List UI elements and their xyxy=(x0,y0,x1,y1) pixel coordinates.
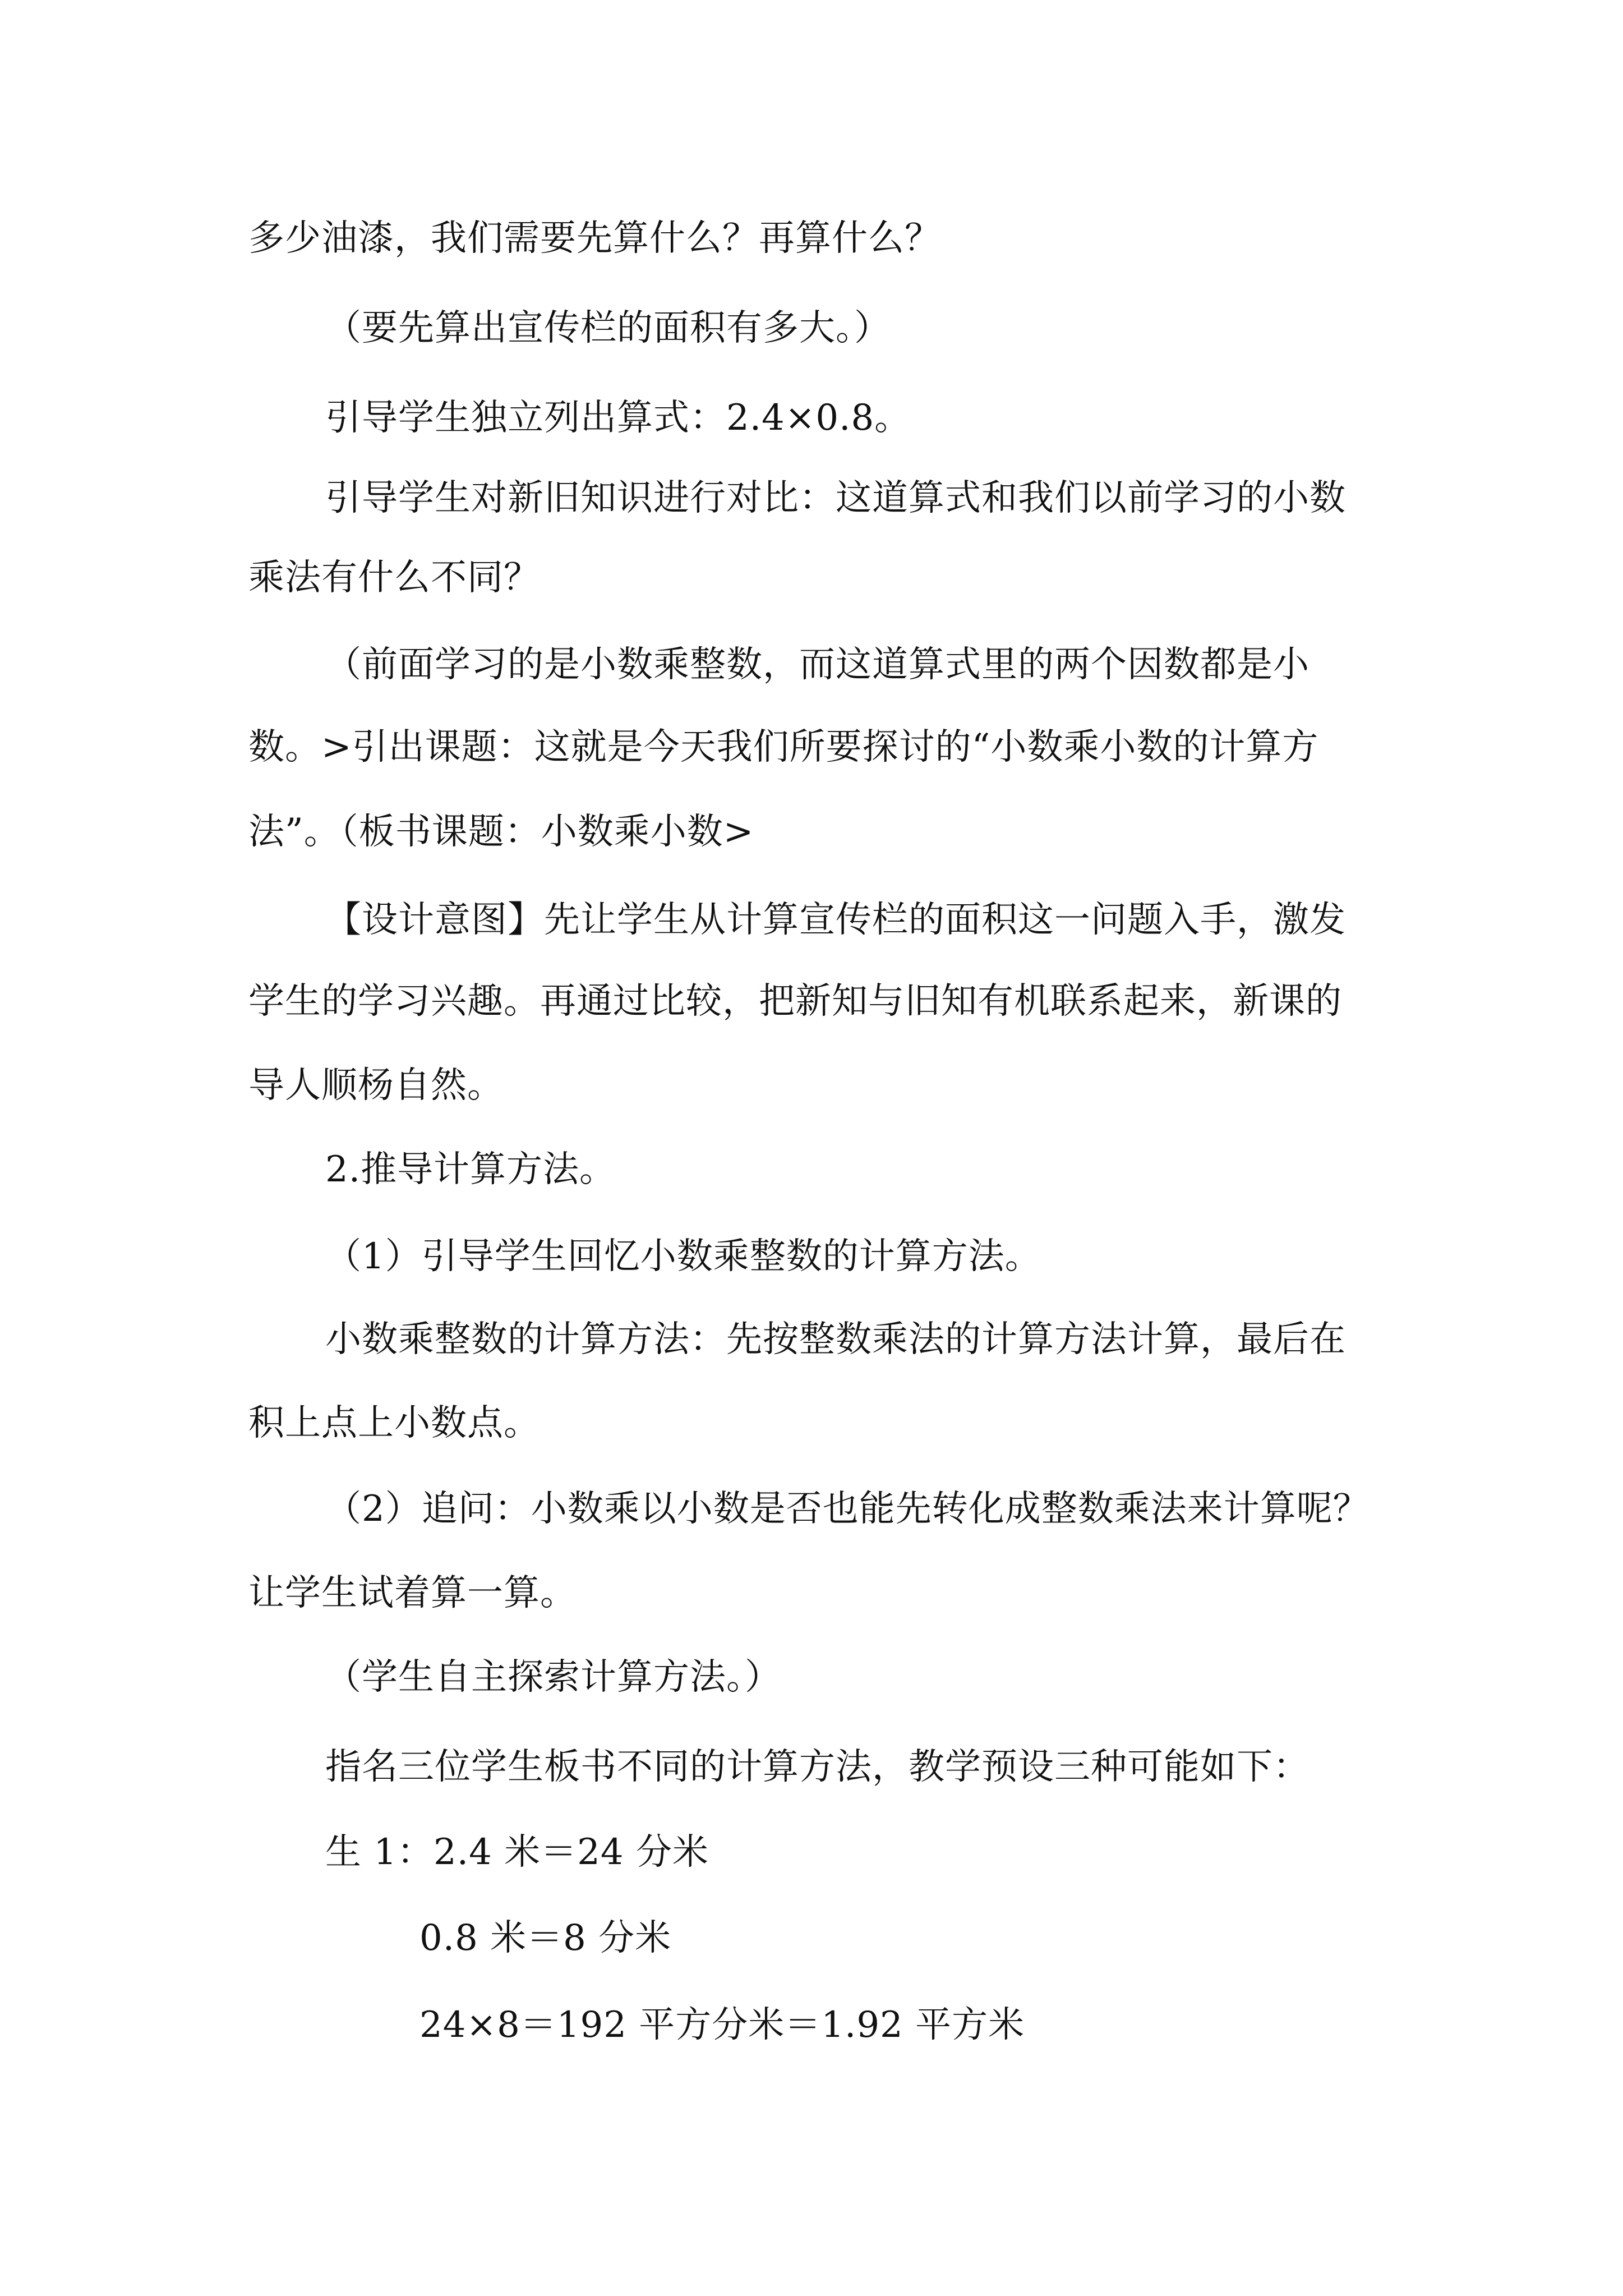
text-line-12: 2.推导计算方法。 xyxy=(325,1149,616,1190)
text-line-21: 0.8 米＝8 分米 xyxy=(419,1917,672,1959)
text-line-3: 引导学生独立列出算式：2.4×0.8。 xyxy=(325,397,911,439)
text-line-2: （要先算出宣传栏的面积有多大。） xyxy=(325,307,891,349)
text-line-8: 法”。（板书课题：小数乘小数> xyxy=(248,811,754,853)
text-line-9: 【设计意图】先让学生从计算宣传栏的面积这一问题入手，激发 xyxy=(325,899,1346,941)
text-line-20: 生 1：2.4 米＝24 分米 xyxy=(325,1832,709,1873)
text-line-15: 积上点上小数点。 xyxy=(248,1402,540,1444)
text-line-6: （前面学习的是小数乘整数，而这道算式里的两个因数都是小 xyxy=(325,644,1310,685)
text-line-1: 多少油漆，我们需要先算什么？再算什么？ xyxy=(248,218,941,259)
text-line-17: 让学生试着算一算。 xyxy=(248,1572,577,1614)
text-line-7: 数。>引出课题：这就是今天我们所要探讨的“小数乘小数的计算方 xyxy=(248,726,1319,768)
text-line-14: 小数乘整数的计算方法：先按整数乘法的计算方法计算，最后在 xyxy=(325,1319,1346,1360)
text-line-5: 乘法有什么不同？ xyxy=(248,557,540,599)
text-line-4: 引导学生对新旧知识进行对比：这道算式和我们以前学习的小数 xyxy=(325,477,1346,519)
text-line-22: 24×8＝192 平方分米＝1.92 平方米 xyxy=(419,2004,1025,2046)
text-line-16: （2）追问：小数乘以小数是否也能先转化成整数乘法来计算呢？ xyxy=(325,1488,1370,1530)
text-line-11: 导人顺杨自然。 xyxy=(248,1065,504,1106)
text-line-19: 指名三位学生板书不同的计算方法，教学预设三种可能如下： xyxy=(325,1746,1310,1788)
text-line-13: （1）引导学生回忆小数乘整数的计算方法。 xyxy=(325,1236,1041,1277)
text-line-10: 学生的学习兴趣。再通过比较，把新知与旧知有机联系起来，新课的 xyxy=(248,981,1342,1022)
text-line-18: （学生自主探索计算方法。） xyxy=(325,1657,781,1698)
